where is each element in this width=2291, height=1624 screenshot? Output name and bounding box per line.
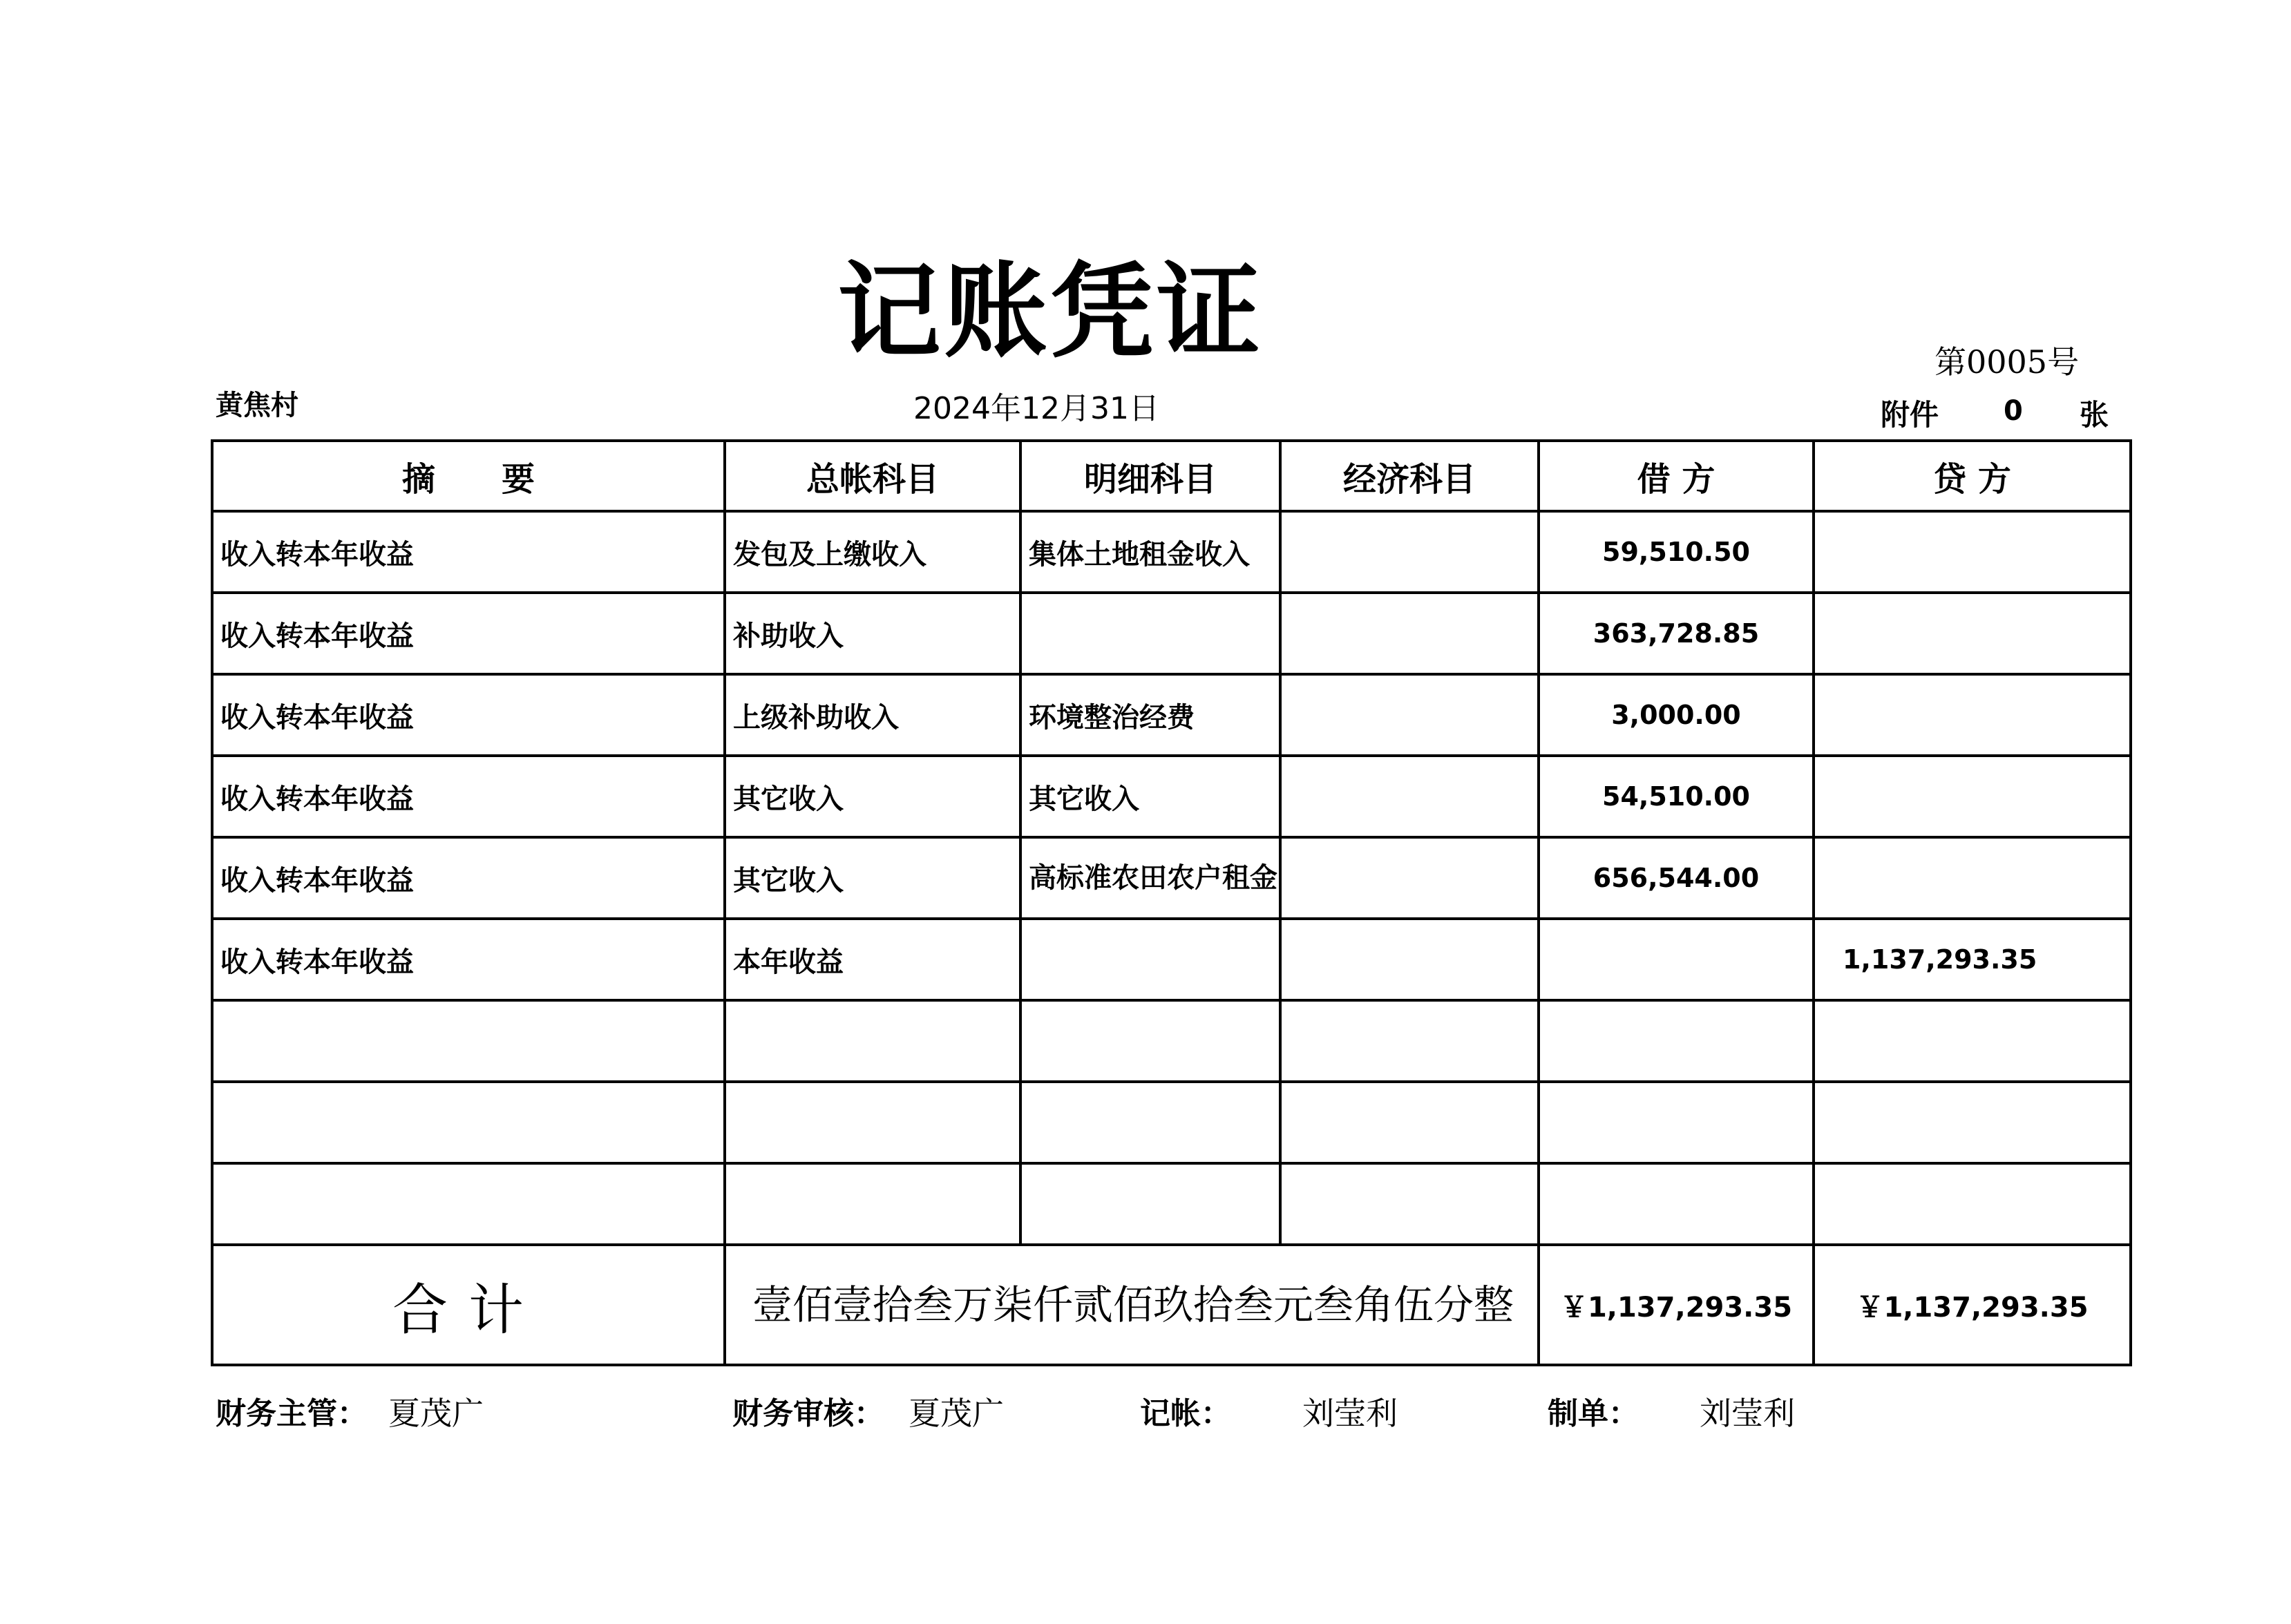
table-row [212,1000,2131,1082]
cell-general-account: 其它收入 [725,756,1020,837]
preparer-label: 制单： [1548,1396,1639,1431]
total-row [212,1245,2131,1365]
manager-label: 财务主管： [216,1396,368,1431]
cell-detail-account [1020,1000,1280,1082]
cell-detail-account [1020,919,1280,1000]
cell-summary: 收入转本年收益 [212,756,725,837]
table-row [212,837,2131,919]
cell-credit [1814,674,2131,756]
table-row [212,593,2131,674]
cell-economic-account [1280,919,1539,1000]
cell-economic-account [1280,593,1539,674]
total-label: 合计 [212,1245,725,1365]
header-detail-account: 明细科目 [1020,441,1280,511]
cell-credit [1814,837,2131,919]
total-amount-in-words: 壹佰壹拾叁万柒仟贰佰玖拾叁元叁角伍分整 [725,1245,1539,1365]
cell-summary: 收入转本年收益 [212,511,725,593]
table-row [212,756,2131,837]
attachment-unit: 张 [2080,398,2109,432]
attachment-count: 0 [2004,395,2023,427]
cell-economic-account [1280,1082,1539,1163]
cell-economic-account [1280,1000,1539,1082]
voucher-table [211,439,2132,1366]
preparer-name: 刘莹利 [1700,1395,1795,1432]
table-row [212,1082,2131,1163]
cell-detail-account: 环境整治经费 [1020,674,1280,756]
cell-summary: 收入转本年收益 [212,593,725,674]
table-row [212,1163,2131,1245]
cell-debit: 59,510.50 [1539,511,1814,593]
voucher-date: 2024年12月31日 [913,391,1159,426]
manager-name: 夏茂广 [388,1395,484,1432]
table-row [212,919,2131,1000]
cell-detail-account: 其它收入 [1020,756,1280,837]
cell-economic-account [1280,511,1539,593]
cell-debit: 363,728.85 [1539,593,1814,674]
cell-summary: 收入转本年收益 [212,674,725,756]
cell-general-account: 上级补助收入 [725,674,1020,756]
cell-debit [1539,1000,1814,1082]
cell-general-account: 其它收入 [725,837,1020,919]
cell-summary [212,1082,725,1163]
auditor-label: 财务审核： [732,1396,884,1431]
cell-general-account: 发包及上缴收入 [725,511,1020,593]
cell-economic-account [1280,674,1539,756]
cell-general-account [725,1082,1020,1163]
cell-debit [1539,919,1814,1000]
header-summary: 摘 要 [212,441,725,511]
header-economic-account: 经济科目 [1280,441,1539,511]
bookkeeper-label: 记帐： [1140,1396,1231,1431]
attachment-label: 附件 [1881,398,1939,432]
cell-debit: 54,510.00 [1539,756,1814,837]
cell-credit [1814,593,2131,674]
table-row [212,511,2131,593]
cell-detail-account: 高标准农田农户租金 [1020,837,1280,919]
cell-general-account [725,1000,1020,1082]
cell-credit [1814,756,2131,837]
cell-summary: 收入转本年收益 [212,919,725,1000]
cell-summary [212,1163,725,1245]
voucher-number: 第0005号 [1934,343,2080,381]
cell-general-account: 本年收益 [725,919,1020,1000]
cell-credit [1814,1000,2131,1082]
header-credit: 贷 方 [1814,441,2131,511]
cell-economic-account [1280,837,1539,919]
total-credit: ￥1,137,293.35 [1814,1245,2131,1365]
cell-credit [1814,1082,2131,1163]
cell-economic-account [1280,1163,1539,1245]
cell-debit [1539,1163,1814,1245]
cell-detail-account [1020,1082,1280,1163]
cell-credit [1814,511,2131,593]
cell-general-account [725,1163,1020,1245]
cell-detail-account: 集体土地租金收入 [1020,511,1280,593]
cell-summary [212,1000,725,1082]
cell-debit: 3,000.00 [1539,674,1814,756]
cell-general-account: 补助收入 [725,593,1020,674]
header-row [212,441,2131,511]
cell-summary: 收入转本年收益 [212,837,725,919]
cell-debit: 656,544.00 [1539,837,1814,919]
cell-economic-account [1280,756,1539,837]
cell-credit [1814,1163,2131,1245]
total-debit: ￥1,137,293.35 [1539,1245,1814,1365]
auditor-name: 夏茂广 [909,1395,1004,1432]
cell-detail-account [1020,593,1280,674]
voucher-title: 记账凭证 [837,251,1263,372]
cell-credit: 1,137,293.35 [1814,919,2131,1000]
unit-name: 黄焦村 [216,390,298,421]
cell-detail-account [1020,1163,1280,1245]
header-general-account: 总帐科目 [725,441,1020,511]
cell-debit [1539,1082,1814,1163]
bookkeeper-name: 刘莹利 [1302,1395,1398,1432]
table-row [212,674,2131,756]
header-debit: 借 方 [1539,441,1814,511]
